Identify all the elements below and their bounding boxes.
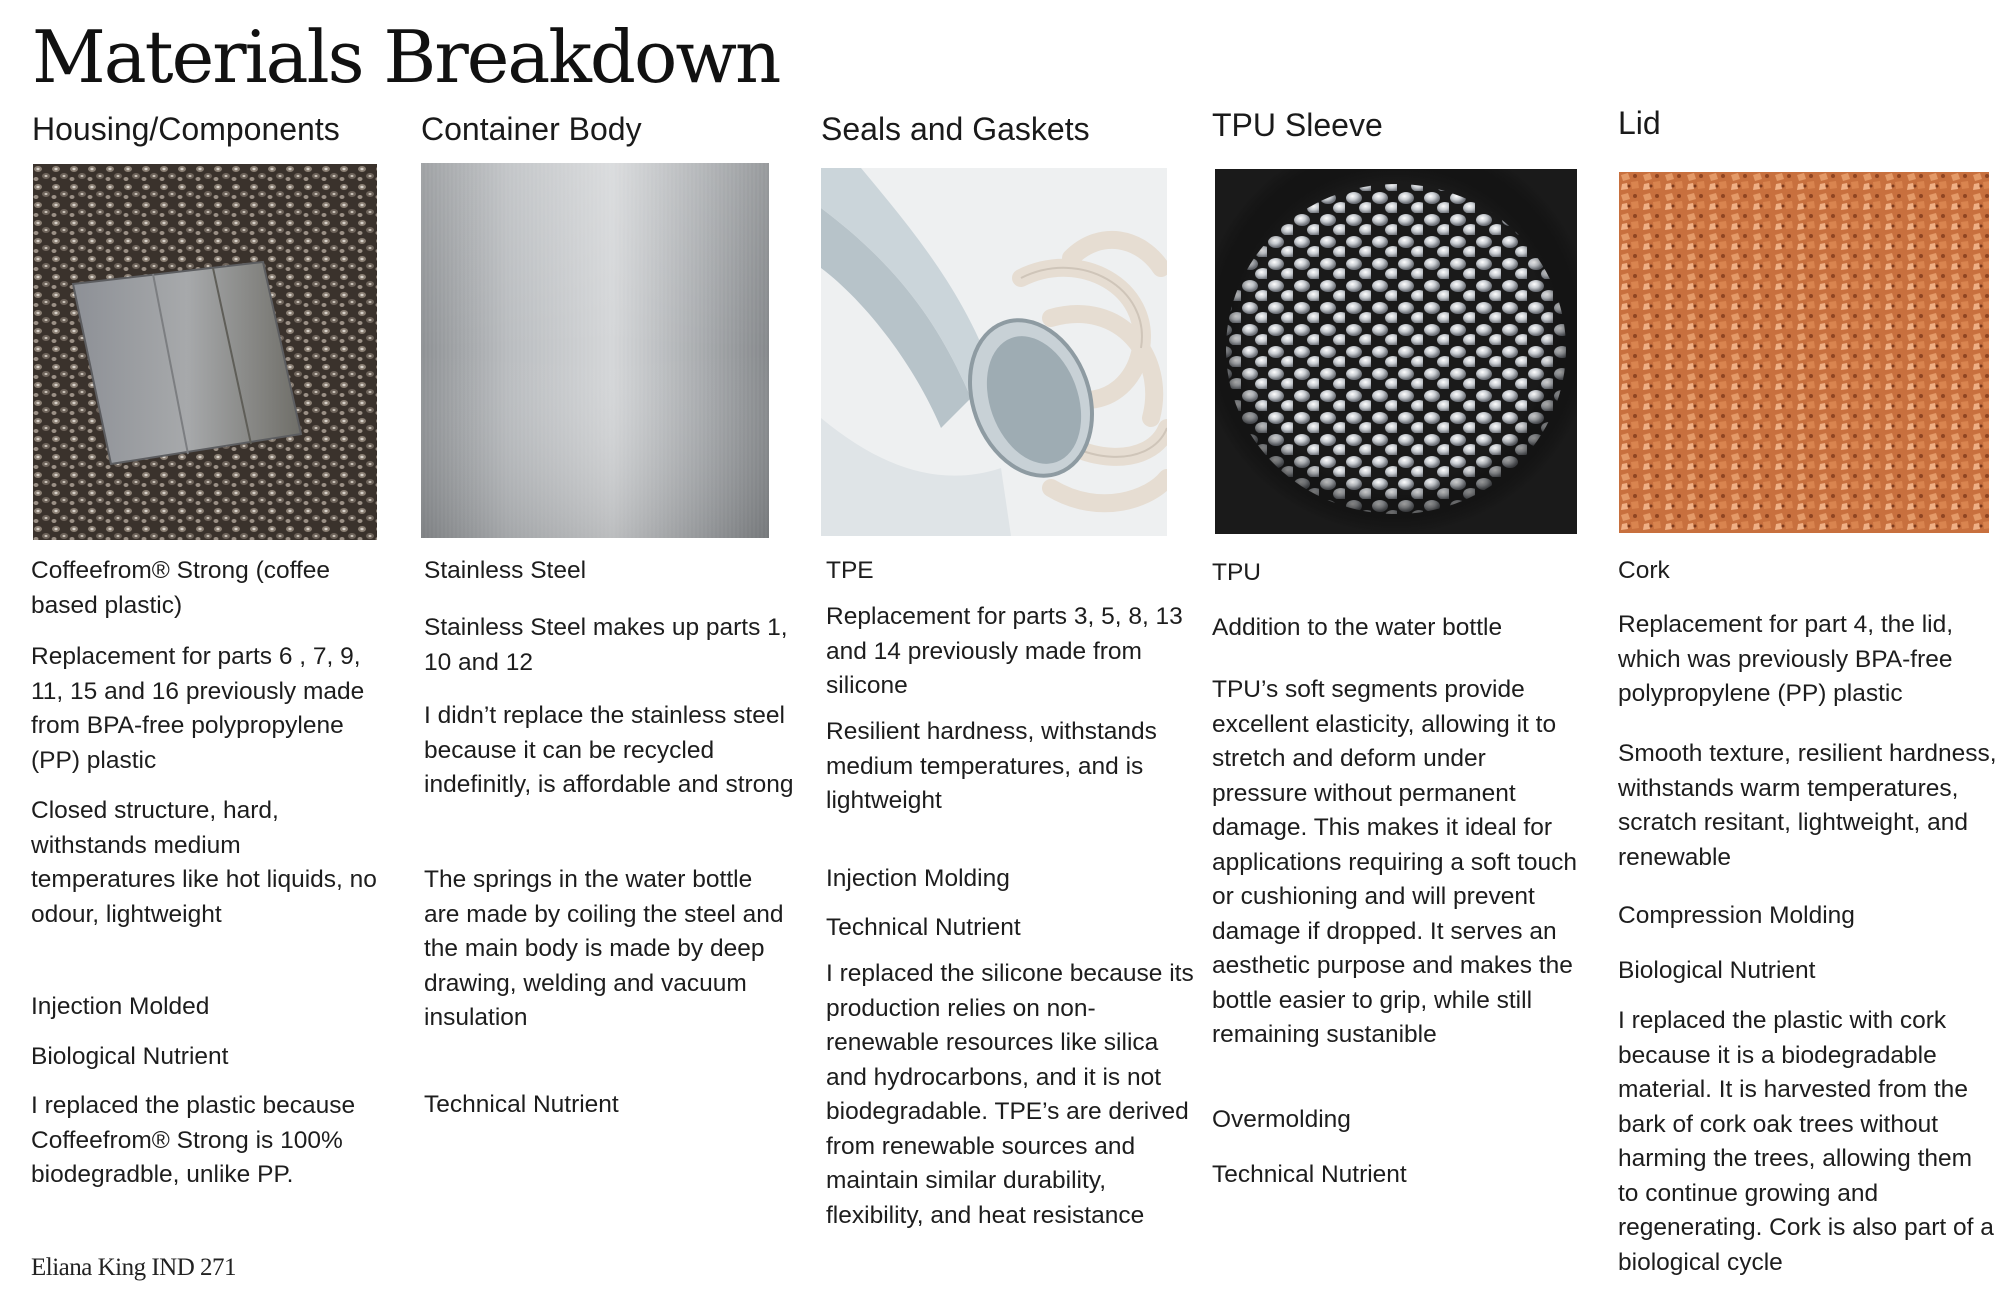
column-heading: Seals and Gaskets [821, 111, 1090, 147]
page-title: Materials Breakdown [32, 15, 780, 99]
replacement-note: Addition to the water bottle [1212, 614, 1503, 641]
process: Injection Molding [826, 865, 1010, 892]
process: Compression Molding [1618, 902, 1855, 929]
brushed-stainless-steel-image [421, 163, 769, 538]
properties: TPU’s soft segments provide excellent elasticity, allowing it to stretch and deform under pressure without permanent damage. This makes it ideal for applications requiring a soft touch or cushioning and will prevent damage if dropped. It serves an aesthetic purpose and makes the bottle easier to grip, while still remaining sustanible [1212, 676, 1577, 1048]
tpe-tubing-image [821, 168, 1167, 536]
material-name: Stainless Steel [424, 557, 587, 584]
rationale: I replaced the plastic with cork because it is a biodegradable material. It is harvested from the bark of cork oak trees without harming the trees, allowing them to continue growing and regenerating. Cork is also part of a biological cycle [1618, 1007, 1994, 1276]
replacement-note: Replacement for part 4, the lid, which was previously BPA-free polypropylene (PP) plastic [1618, 611, 1954, 707]
nutrient-cycle: Biological Nutrient [31, 1043, 229, 1070]
replacement-note: Stainless Steel makes up parts 1, 10 and 12 [424, 614, 788, 676]
rationale: I replaced the silicone because its production relies on non-renewable resources like silica and hydrocarbons, and it is not biodegradable. TPE’s are derived from renewable sources and maintain similar durability, flexibility, and heat resistance [826, 960, 1194, 1229]
material-name: Coffeefrom® Strong (coffee based plastic) [31, 557, 331, 619]
column-heading: Lid [1618, 105, 1661, 141]
material-name: TPU [1212, 559, 1261, 586]
nutrient-cycle: Technical Nutrient [826, 914, 1021, 941]
properties: Smooth texture, resilient hardness, withstands warm temperatures, scratch resitant, lightweight, and renewable [1618, 740, 1997, 871]
process: The springs in the water bottle are made by coiling the steel and the main body is made by deep drawing, welding and vacuum insulation [424, 866, 784, 1031]
coffee-plastic-pellets-image [33, 164, 377, 540]
rationale: I didn’t replace the stainless steel because it can be recycled indefinitly, is affordable and strong [424, 702, 794, 798]
replacement-note: Replacement for parts 6 , 7, 9, 11, 15 and 16 previously made from BPA-free polypropylene (PP) plastic [31, 643, 365, 774]
rationale: I replaced the plastic because Coffeefrom® Strong is 100% biodegradble, unlike PP. [31, 1092, 356, 1188]
properties: Closed structure, hard, withstands medium temperatures like hot liquids, no odour, lightweight [31, 797, 377, 928]
author-credit: Eliana King IND 271 [31, 1254, 237, 1281]
replacement-note: Replacement for parts 3, 5, 8, 13 and 14 previously made from silicone [826, 603, 1183, 699]
clear-tpu-pellets-image [1215, 169, 1577, 534]
nutrient-cycle: Biological Nutrient [1618, 957, 1816, 984]
material-name: TPE [826, 557, 874, 584]
nutrient-cycle: Technical Nutrient [424, 1091, 619, 1118]
cork-granules-image [1619, 172, 1989, 533]
nutrient-cycle: Technical Nutrient [1212, 1161, 1407, 1188]
process: Injection Molded [31, 993, 210, 1020]
material-name: Cork [1618, 557, 1670, 584]
process: Overmolding [1212, 1106, 1351, 1133]
column-heading: Container Body [421, 111, 642, 147]
properties: Resilient hardness, withstands medium temperatures, and is lightweight [826, 718, 1157, 814]
column-heading: Housing/Components [32, 111, 340, 147]
column-heading: TPU Sleeve [1212, 107, 1383, 143]
